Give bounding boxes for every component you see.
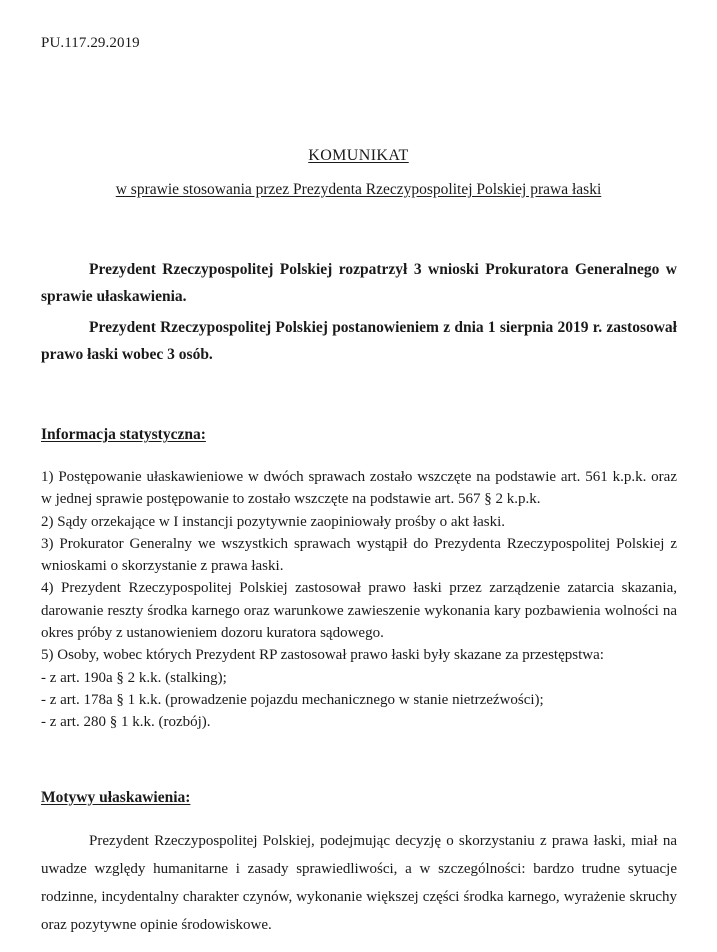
motives-paragraph: Prezydent Rzeczypospolitej Polskiej, podejmując decyzję o skorzystaniu z prawa łaski, miał na uwadze względy humanitarne i zasady sprawiedliwości, a w szczególności: bardzo trudne sytuacje rodzinne, incydentalny charakter czynów, wykonanie większej części środka karnego, wyrażenie skruchy oraz pozytywne opinie środowiskowe. [41, 833, 677, 933]
statistics-heading: Informacja statystyczna: [41, 426, 206, 443]
statistics-item-3: 3) Prokurator Generalny we wszystkich sprawach wystąpił do Prezydenta Rzeczypospolitej Polskiej z wnioskami o skorzystanie z prawa łaski. [41, 535, 677, 575]
lead-paragraph-2: Prezydent Rzeczypospolitej Polskiej postanowieniem z dnia 1 sierpnia 2019 r. zastosował prawo łaski wobec 3 osób. [41, 319, 677, 363]
statistics-item-5: 5) Osoby, wobec których Prezydent RP zastosował prawo łaski były skazane za przestępstwa: [41, 647, 604, 664]
page-subtitle: w sprawie stosowania przez Prezydenta Rzeczypospolitej Polskiej prawa łaski [115, 181, 602, 198]
offence-item-1: - z art. 190a § 2 k.k. (stalking); [41, 669, 227, 686]
page-title: KOMUNIKAT [308, 147, 409, 164]
lead-paragraph-1: Prezydent Rzeczypospolitej Polskiej rozpatrzył 3 wnioski Prokuratora Generalnego w sprawie ułaskawienia. [41, 261, 677, 305]
title-block [41, 145, 676, 201]
statistics-item-1: 1) Postępowanie ułaskawieniowe w dwóch sprawach zostało wszczęte na podstawie art. 561 k.p.k. oraz w jednej sprawie postępowanie to zostało wszczęte na podstawie art. 567 § 2 k.p.k. [41, 469, 677, 508]
motives-block [41, 827, 677, 939]
lead-block [41, 256, 677, 368]
statistics-list [41, 466, 677, 734]
motives-heading: Motywy ułaskawienia: [41, 789, 191, 806]
offence-item-2: - z art. 178a § 1 k.k. (prowadzenie pojazdu mechanicznego w stanie nietrzeźwości); [41, 691, 544, 708]
statistics-item-2: 2) Sądy orzekające w I instancji pozytywnie zaopiniowały prośby o akt łaski. [41, 513, 506, 530]
offence-item-3: - z art. 280 § 1 k.k. (rozbój). [41, 714, 211, 731]
statistics-item-4: 4) Prezydent Rzeczypospolitej Polskiej zastosował prawo łaski przez zarządzenie zatarcia skazania, darowanie reszty środka karnego oraz warunkowe zawieszenie wykonania kary pozbawienia wolności na okres próby z ustanowieniem dozoru kuratora sądowego. [41, 580, 677, 642]
document-reference-number: PU.117.29.2019 [41, 35, 140, 51]
